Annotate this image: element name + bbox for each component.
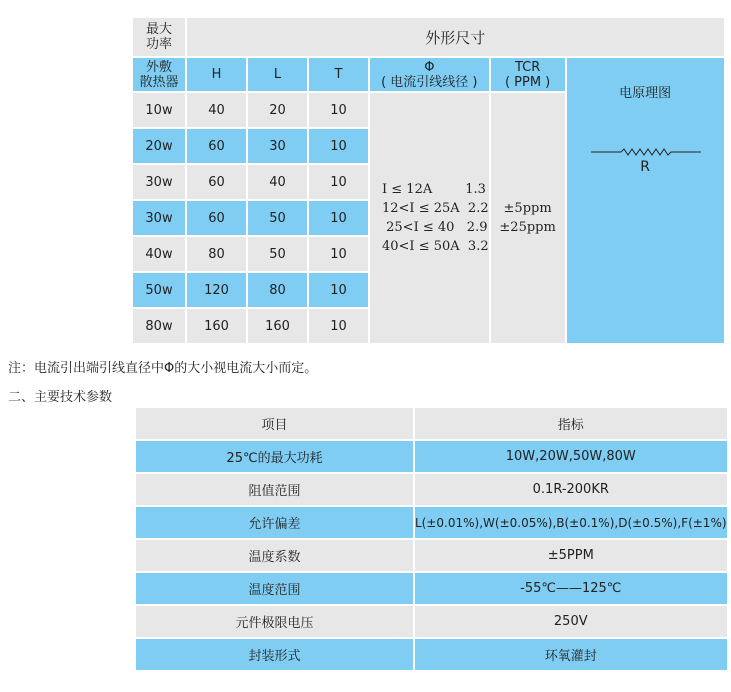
param-spec: 10W,20W,50W,80W bbox=[415, 441, 727, 472]
param-item: 温度范围 bbox=[136, 573, 413, 604]
row-power: 20w bbox=[133, 129, 185, 163]
t-header: T bbox=[309, 58, 368, 91]
parameters-table bbox=[134, 406, 729, 672]
param-spec: 0.1R-200KR bbox=[415, 474, 727, 505]
row-power: 30w bbox=[133, 201, 185, 235]
row-h: 60 bbox=[187, 129, 246, 163]
tcr-values-cell bbox=[491, 93, 565, 343]
spec-header: 指标 bbox=[415, 408, 727, 439]
row-l: 30 bbox=[248, 129, 307, 163]
tcr-line: ±5ppm bbox=[503, 201, 552, 216]
row-l: 160 bbox=[248, 309, 307, 343]
row-h: 40 bbox=[187, 93, 246, 127]
size-header-label: 外形尺寸 bbox=[425, 28, 486, 47]
row-power: 40w bbox=[133, 237, 185, 271]
row-power: 30w bbox=[133, 165, 185, 199]
power-header bbox=[133, 18, 185, 56]
power-header-label: 最大 功率 bbox=[145, 22, 172, 52]
row-t: 10 bbox=[309, 129, 368, 163]
phi-header-label: Φ ( 电流引线线径 ) bbox=[381, 59, 478, 90]
current-note: 注：电流引出端引线直径中Φ的大小视电流大小而定。 bbox=[8, 361, 318, 376]
section-title: 二、主要技术参数 bbox=[8, 390, 113, 405]
schematic-cell bbox=[567, 58, 724, 343]
row-power: 80w bbox=[133, 309, 185, 343]
row-l: 20 bbox=[248, 93, 307, 127]
row-t: 10 bbox=[309, 273, 368, 307]
param-spec: ±5PPM bbox=[415, 540, 727, 571]
param-item: 封装形式 bbox=[136, 639, 413, 670]
dimensions-table bbox=[131, 16, 726, 345]
row-h: 160 bbox=[187, 309, 246, 343]
phi-line: I ≤ 12A 1.3 bbox=[382, 182, 486, 197]
row-l: 50 bbox=[248, 237, 307, 271]
row-l: 50 bbox=[248, 201, 307, 235]
schematic-title: 电原理图 bbox=[619, 86, 672, 101]
tcr-line: ±25ppm bbox=[499, 220, 556, 235]
row-l: 40 bbox=[248, 165, 307, 199]
phi-line: 40<I ≤ 50A 3.2 bbox=[382, 239, 489, 254]
heatsink-header bbox=[133, 58, 185, 91]
row-t: 10 bbox=[309, 93, 368, 127]
h-header: H bbox=[187, 58, 246, 91]
row-power: 10w bbox=[133, 93, 185, 127]
param-item: 温度系数 bbox=[136, 540, 413, 571]
param-item: 元件极限电压 bbox=[136, 606, 413, 637]
row-t: 10 bbox=[309, 309, 368, 343]
resistor-symbol-icon bbox=[591, 146, 701, 158]
phi-values-cell bbox=[370, 93, 489, 343]
param-spec: L(±0.01%),W(±0.05%),B(±0.1%),D(±0.5%),F(±1%) bbox=[415, 507, 727, 538]
tcr-header-label: TCR ( PPM ) bbox=[504, 59, 551, 90]
row-h: 60 bbox=[187, 201, 246, 235]
param-item: 允许偏差 bbox=[136, 507, 413, 538]
param-item: 25℃的最大功耗 bbox=[136, 441, 413, 472]
row-t: 10 bbox=[309, 165, 368, 199]
row-h: 120 bbox=[187, 273, 246, 307]
param-spec: -55℃——125℃ bbox=[415, 573, 727, 604]
phi-header bbox=[370, 58, 489, 91]
param-spec: 环氧灌封 bbox=[415, 639, 727, 670]
item-header: 项目 bbox=[136, 408, 413, 439]
row-l: 80 bbox=[248, 273, 307, 307]
l-header: L bbox=[248, 58, 307, 91]
phi-line: 25<I ≤ 40 2.9 bbox=[382, 220, 488, 235]
heatsink-header-label: 外敷 散热器 bbox=[139, 59, 179, 90]
row-t: 10 bbox=[309, 237, 368, 271]
resistor-label: R bbox=[640, 159, 650, 175]
row-t: 10 bbox=[309, 201, 368, 235]
row-h: 80 bbox=[187, 237, 246, 271]
row-power: 50w bbox=[133, 273, 185, 307]
row-h: 60 bbox=[187, 165, 246, 199]
phi-line: 12<I ≤ 25A 2.2 bbox=[382, 201, 489, 216]
param-item: 阻值范围 bbox=[136, 474, 413, 505]
size-header bbox=[187, 18, 724, 56]
param-spec: 250V bbox=[415, 606, 727, 637]
tcr-header bbox=[491, 58, 565, 91]
